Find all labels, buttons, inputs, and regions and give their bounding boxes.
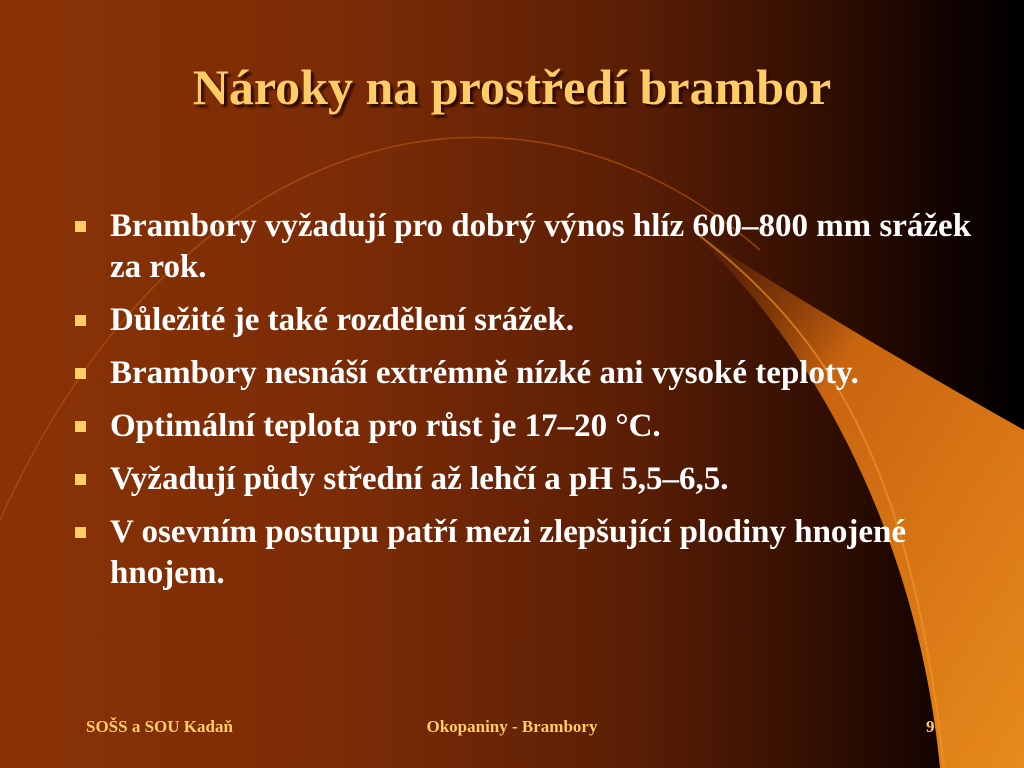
- footer-school-name: SOŠS a SOU Kadaň: [86, 717, 233, 736]
- bullet-item: [72, 300, 972, 341]
- bullet-square-icon: [75, 368, 86, 379]
- bullet-text: Brambory vyžadují pro dobrý výnos hlíz 600–800 mm srážek za rok.: [110, 208, 972, 285]
- bullet-item: [72, 459, 972, 500]
- footer-topic: Okopaniny - Brambory: [426, 717, 598, 736]
- bullet-text: V osevním postupu patří mezi zlepšující plodiny hnojené hnojem.: [110, 514, 907, 591]
- bullet-text: Důležité je také rozdělení srážek.: [110, 302, 574, 338]
- bullet-list: [72, 206, 972, 606]
- bullet-text: Vyžadují půdy střední až lehčí a pH 5,5–6,5.: [110, 461, 729, 497]
- bullet-square-icon: [75, 527, 86, 538]
- bullet-text: Optimální teplota pro růst je 17–20 °C.: [110, 408, 661, 444]
- bullet-item: [72, 206, 972, 288]
- footer-page-number: 9: [926, 717, 935, 736]
- bullet-item: [72, 512, 972, 594]
- bullet-item: [72, 406, 972, 447]
- bullet-text: Brambory nesnáší extrémně nízké ani vysoké teploty.: [110, 355, 859, 391]
- bullet-square-icon: [75, 221, 86, 232]
- slide-title: Nároky na prostředí brambor: [192, 59, 832, 115]
- bullet-square-icon: [75, 474, 86, 485]
- bullet-square-icon: [75, 421, 86, 432]
- bullet-square-icon: [75, 315, 86, 326]
- bullet-item: [72, 353, 972, 394]
